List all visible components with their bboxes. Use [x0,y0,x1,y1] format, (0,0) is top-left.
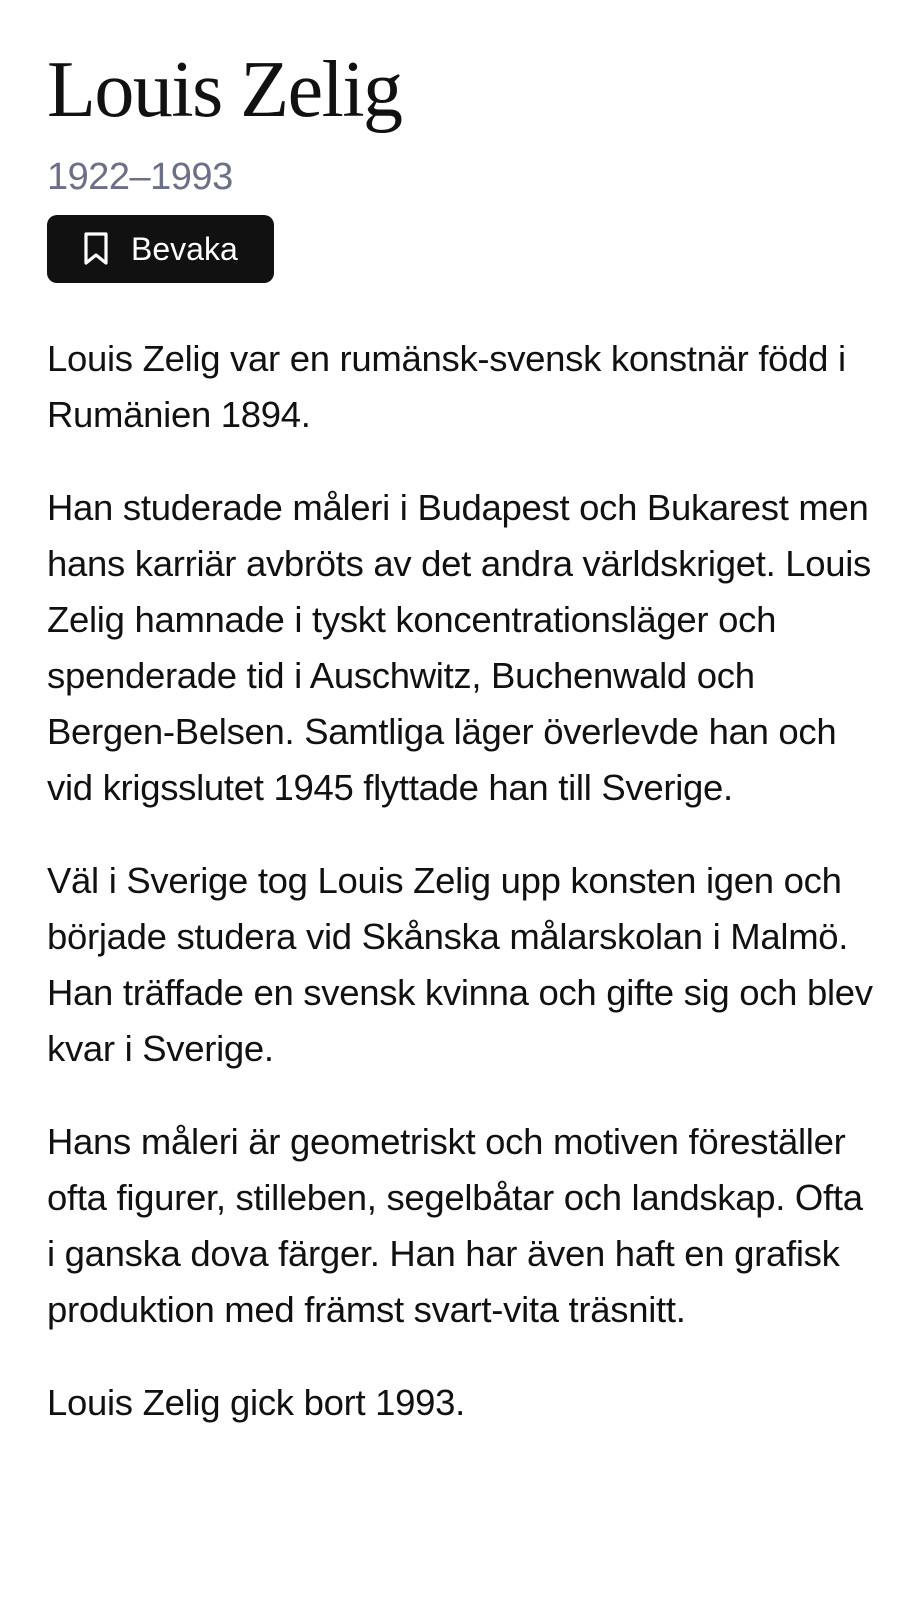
artist-page [47,0,877,1468]
artist-name: Louis Zelig [47,46,402,134]
bookmark-icon [81,231,111,267]
watch-button-label: Bevaka [131,231,238,267]
bio-paragraph: Hans måleri är geometriskt och motiven föreställer ofta figurer, stilleben, segelbåtar och landskap. Ofta i ganska dova färger. Han har även haft en grafisk produktion med främst svart-vita träsnitt. [47,1121,863,1330]
artist-years: 1922–1993 [47,156,233,198]
bio-paragraph: Väl i Sverige tog Louis Zelig upp konsten igen och började studera vid Skånska målarskolan i Malmö. Han träffade en svensk kvinna och gifte sig och blev kvar i Sverige. [47,860,873,1069]
bio-paragraph: Louis Zelig gick bort 1993. [47,1382,465,1423]
bio-paragraph: Han studerade måleri i Budapest och Bukarest men hans karriär avbröts av det andra världskriget. Louis Zelig hamnade i tyskt koncentrationsläger och spenderade tid i Auschwitz, Buchenwald och Bergen-Belsen. Samtliga läger överlevde han och vid krigsslutet 1945 flyttade han till Sverige. [47,487,872,808]
bio-paragraph: Louis Zelig var en rumänsk-svensk konstnär född i Rumänien 1894. [47,338,846,435]
artist-biography [47,331,877,1431]
watch-button[interactable] [47,215,274,283]
